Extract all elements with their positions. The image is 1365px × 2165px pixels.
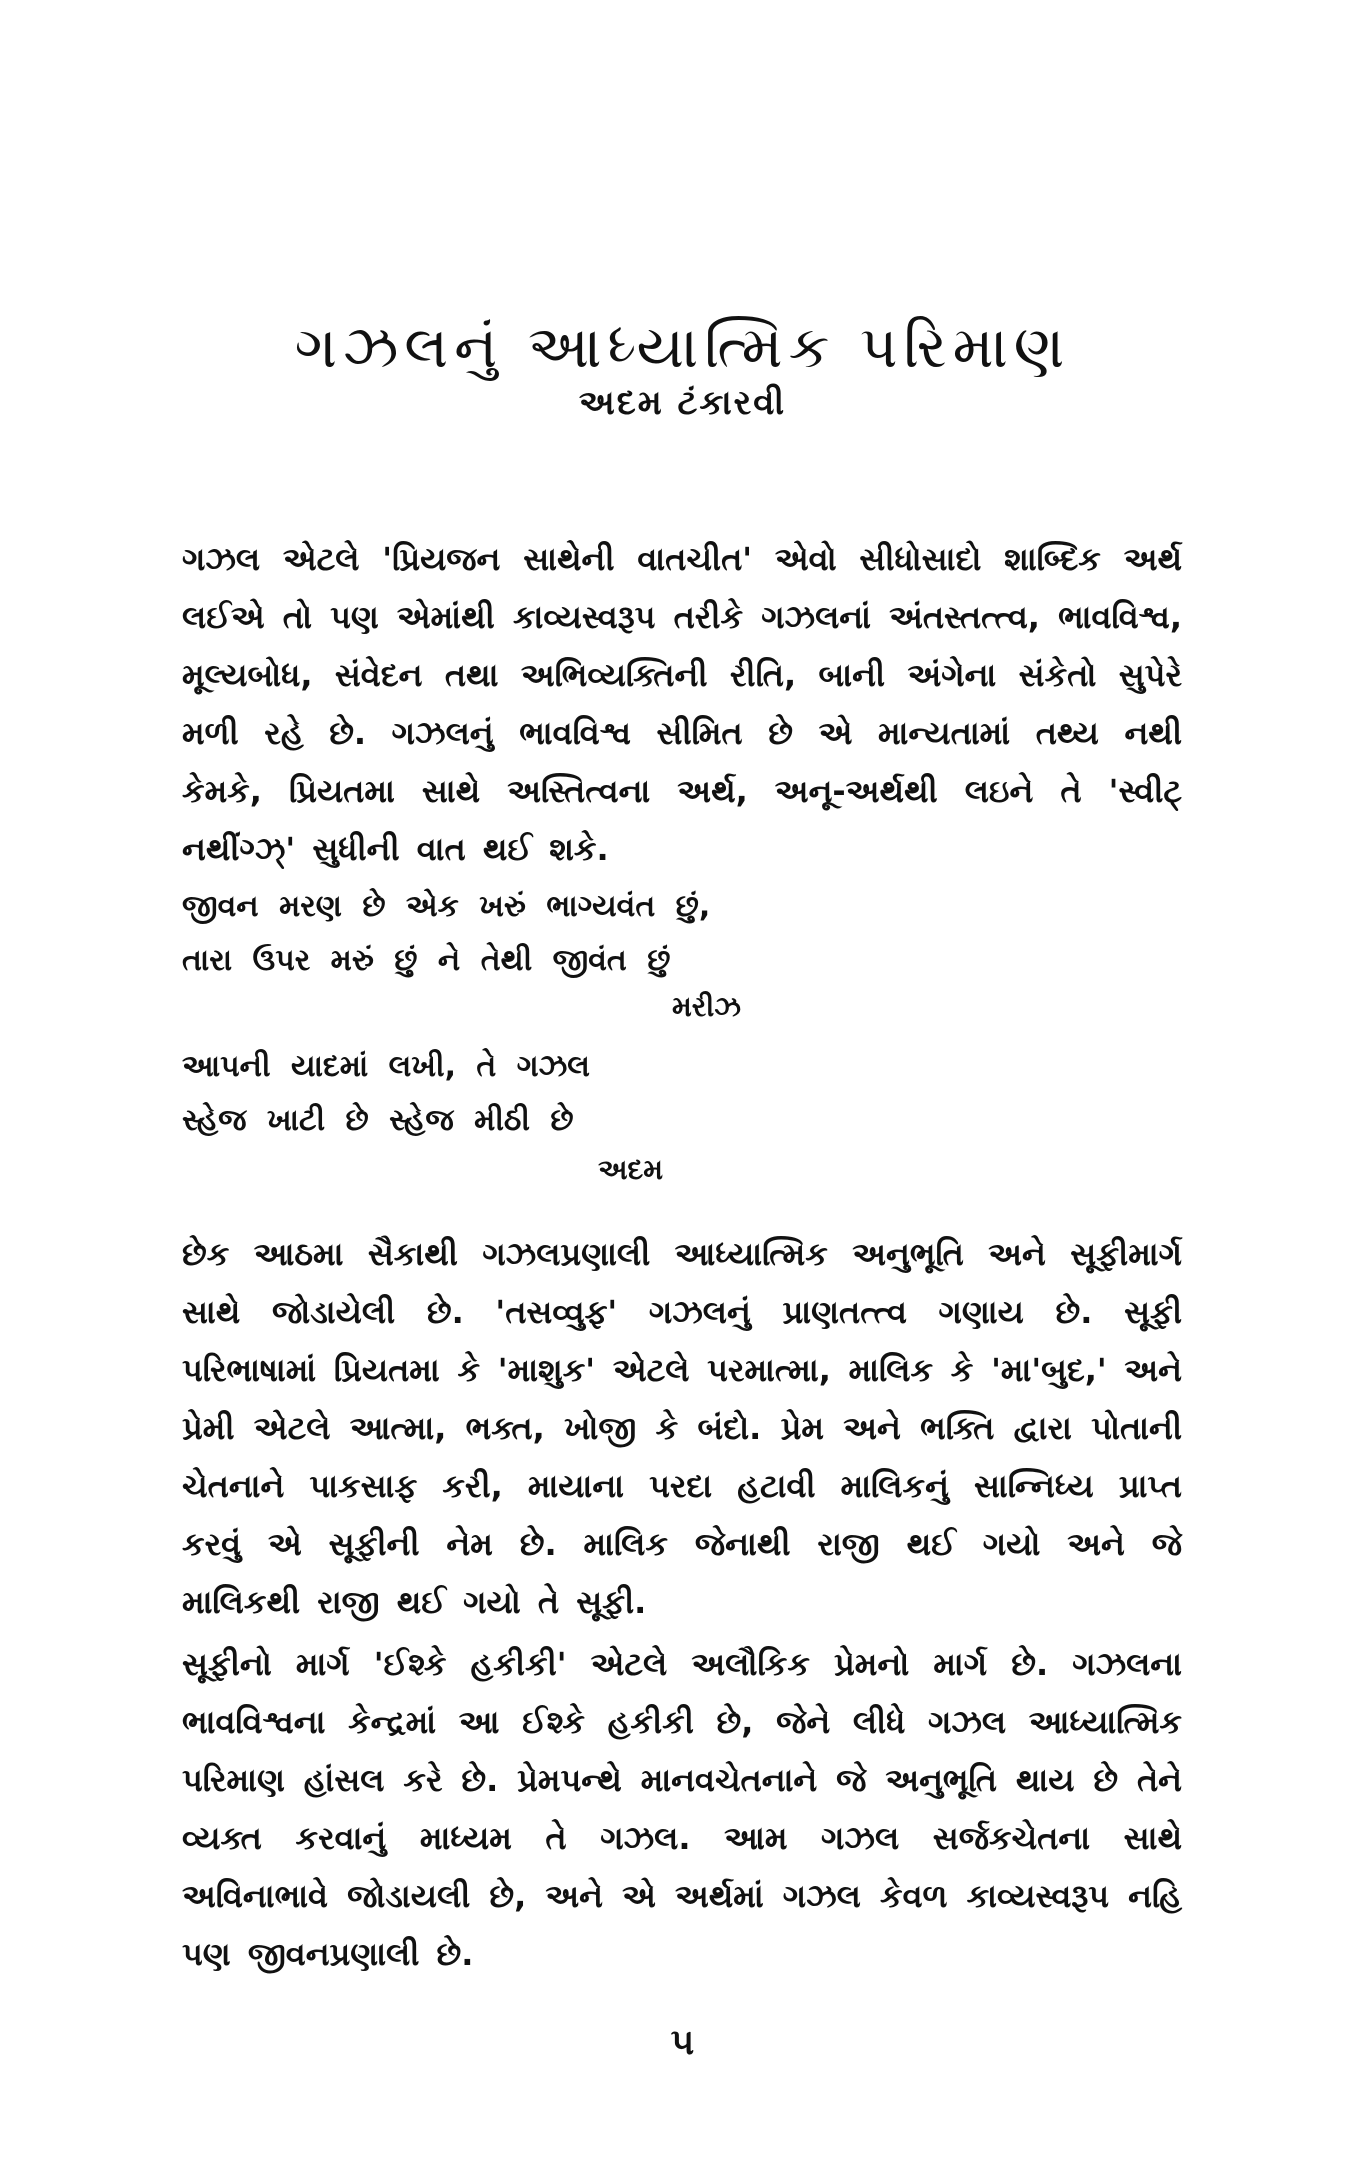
paragraph-intro: ગઝલ એટલે 'પ્રિયજન સાથેની વાતચીત' એવો સીધોસાદો શાબ્દિક અર્થ લઈએ તો પણ એમાંથી કાવ્યસ્વરૂપ તરીકે ગઝલનાં અંતસ્તત્ત્વ, ભાવવિશ્વ, મૂલ્યબોધ, સંવેદન તથા અભિવ્યક્તિની રીતિ, બાની અંગેના સંકેતો સુપેરે મળી રહે છે. ગઝલનું ભાવવિશ્વ સીમિત છે એ માન્યતામાં તથ્ય નથી કેમકે, પ્રિયતમા સાથે અસ્તિત્વના અર્થ, અનૂ-અર્થથી લઇને તે 'સ્વીટ્ નથીંગ્ઝ્' સુધીની વાત થઈ શકે. [182,540,1182,868]
verse-line: તારા ઉપર મરું છું ને તેથી જીવંત છું [182,943,671,978]
verse-block-adam [182,1040,882,1148]
verse-block-mariz [182,880,882,988]
verse-line: આપની યાદમાં લખી, તે ગઝલ [182,1049,590,1084]
verse-line: જીવન મરણ છે એક ખરું ભાગ્યવંત છું, [182,889,711,924]
page-title: ગઝલનું આધ્યાત્મિક પરિમાણ [294,312,1071,381]
verse-attribution-mariz: મરીઝ [672,990,741,1023]
page-number: ૫ [670,2022,695,2063]
verse-line: સ્હેજ ખાટી છે સ્હેજ મીઠી છે [182,1103,574,1138]
paragraph-sufi-tradition: છેક આઠમા સૈકાથી ગઝલપ્રણાલી આધ્યાત્મિક અનુભૂતિ અને સૂફીમાર્ગ સાથે જોડાયેલી છે. 'તસવ્વુફ' ગઝલનું પ્રાણતત્ત્વ ગણાય છે. સૂફી પરિભાષામાં પ્રિયતમા કે 'માશુક' એટલે પરમાત્મા, માલિક કે 'મા'બુદ,' અને પ્રેમી એટલે આત્મા, ભક્ત, ખોજી કે બંદો. પ્રેમ અને ભક્તિ દ્વારા પોતાની ચેતનાને પાકસાફ કરી, માયાના પરદા હટાવી માલિકનું સાન્નિધ્ય પ્રાપ્ત કરવું એ સૂફીની નેમ છે. માલિક જેનાથી રાજી થઈ ગયો અને જે માલિકથી રાજી થઈ ગયો તે સૂફી. [182,1235,1182,1621]
author-name: અદમ ટંકારવી [578,383,787,423]
verse-attribution-adam: અદમ [598,1153,663,1186]
paragraph-ishq-haqiqi: સૂફીનો માર્ગ 'ઈશ્કે હકીકી' એટલે અલૌકિક પ્રેમનો માર્ગ છે. ગઝલના ભાવવિશ્વના કેન્દ્રમાં આ ઈશ્કે હકીકી છે, જેને લીધે ગઝલ આધ્યાત્મિક પરિમાણ હાંસલ કરે છે. પ્રેમપન્થે માનવચેતનાને જે અનુભૂતિ થાય છે તેને વ્યક્ત કરવાનું માધ્યમ તે ગઝલ. આમ ગઝલ સર્જકચેતના સાથે અવિનાભાવે જોડાયલી છે, અને એ અર્થમાં ગઝલ કેવળ કાવ્યસ્વરૂપ નહિ પણ જીવનપ્રણાલી છે. [182,1645,1182,1973]
